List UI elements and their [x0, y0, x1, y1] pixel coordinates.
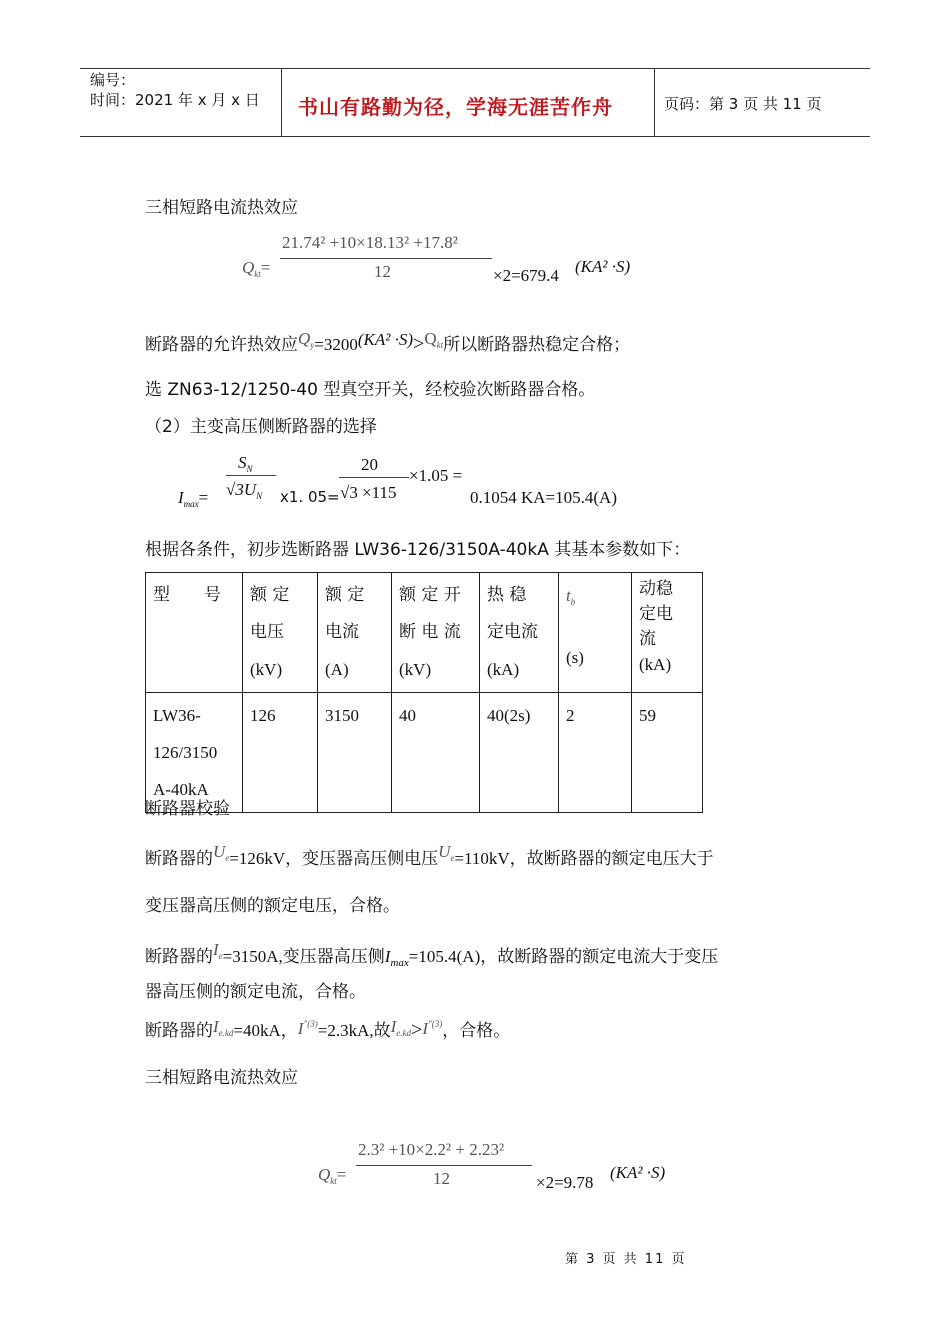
- header-motto: 书山有路勤为径，学海无涯苦作舟: [298, 95, 613, 119]
- header-cell-model: 型 号: [146, 573, 243, 693]
- eq2-num2: 20: [361, 455, 378, 474]
- eq3-result: ×2=9.78: [536, 1173, 594, 1192]
- eq3-numerator: 2.3² +10×2.2² + 2.23²: [358, 1140, 505, 1159]
- header-cell-rated-voltage: 额 定 电压 (kV): [243, 573, 318, 693]
- check-voltage-line-1: 断路器的$U_e=126kV$，变压器高压侧电压$U_e=110kV$，故断路器的额定电压大于: [145, 842, 714, 869]
- eq2-num1: $S_N$: [238, 453, 253, 474]
- eq1-lhs: $Q_{kt}=$: [242, 258, 271, 279]
- eq2-den2: √3 ×115: [340, 483, 397, 502]
- cell-rated-voltage: 126: [243, 693, 318, 813]
- allow-heat-line: 断路器的允许热效应$Q_y=3200(KA^2 \cdot S)>Q_{kt}$所以断路器热稳定合格；: [145, 329, 631, 355]
- eq3-denominator: 12: [433, 1169, 450, 1188]
- eq3-fraction-bar: [356, 1165, 532, 1166]
- check-title: 断路器校验: [145, 799, 230, 819]
- check-voltage-line-2: 变压器高压侧的额定电压，合格。: [145, 896, 400, 916]
- eq1-denominator: 12: [374, 262, 391, 281]
- header-cell-breaking-current: 额 定 开 断 电 流 (kV): [392, 573, 480, 693]
- eq1-numerator: 21.74² +10×18.13² +17.8²: [282, 233, 458, 252]
- cell-model: LW36- 126/3150 A-40kA: [146, 693, 243, 813]
- eq2-multiplier: x1. 05=: [280, 488, 340, 506]
- header-divider-left: [281, 68, 282, 136]
- breaker-parameter-table: [145, 572, 703, 813]
- eq1-result: ×2=679.4: [493, 266, 559, 285]
- cell-breaking-current: 40: [392, 693, 480, 813]
- eq1-unit: (KA² ·S): [575, 257, 631, 276]
- header-top-border: [80, 68, 870, 69]
- header-cell-dynamic-current: 动稳 定电 流 (kA): [632, 573, 703, 693]
- eq2-result: 0.1054 KA=105.4(A): [470, 488, 617, 507]
- eq2-lhs: $I_{max}=$: [178, 488, 209, 509]
- header-cell-tb: $t_b$ (s): [559, 573, 632, 693]
- eq1-fraction-bar: [280, 258, 492, 259]
- heading-heat-effect-1: 三相短路电流热效应: [145, 198, 298, 218]
- eq3-lhs: $Q_{kt}=$: [318, 1165, 347, 1186]
- eq2-fraction-bar-1: [226, 475, 276, 476]
- eq2-fraction-bar-2: [339, 477, 409, 478]
- cell-thermal-current: 40(2s): [480, 693, 559, 813]
- heading-heat-effect-2: 三相短路电流热效应: [145, 1068, 298, 1088]
- section-2-title: （2）主变高压侧断路器的选择: [145, 417, 377, 437]
- header-bottom-border: [80, 136, 870, 137]
- cell-rated-current: 3150: [318, 693, 392, 813]
- table-row: [146, 693, 703, 813]
- header-date: 时间：2021 年 x 月 x 日: [90, 91, 260, 109]
- check-current-line-2: 器高压侧的额定电流，合格。: [145, 982, 366, 1002]
- header-divider-right: [654, 68, 655, 136]
- footer-page-number: 第 3 页 共 11 页: [565, 1252, 687, 1267]
- header-cell-rated-current: 额 定 电流 (A): [318, 573, 392, 693]
- header-code-label: 编号：: [90, 71, 136, 89]
- cell-tb: 2: [559, 693, 632, 813]
- eq3-unit: (KA² ·S): [610, 1163, 666, 1182]
- table-header-row: [146, 573, 703, 693]
- vacuum-switch-line: 选 ZN63-12/1250-40 型真空开关，经校验次断路器合格。: [145, 380, 596, 400]
- check-breaking-line: 断路器的$I_{e.kd}=40kA$，$I^{"(3)}=2.3kA$,故$I_{e.kd}>I^{"(3)}$，合格。: [145, 1017, 511, 1041]
- eq2-tail: ×1.05 =: [409, 466, 463, 485]
- header-cell-thermal-current: 热 稳 定电流 (kA): [480, 573, 559, 693]
- eq2-den1: $√3U_N$: [226, 480, 263, 501]
- check-current-line-1: 断路器的$I_e=3150A$,变压器高压侧$I_{max}=105.4(A)$，故断路器的额定电流大于变压: [145, 940, 719, 969]
- table-intro: 根据各条件，初步选断路器 LW36-126/3150A-40kA 其基本参数如下：: [145, 540, 691, 560]
- header-page-info: 页码：第 3 页 共 11 页: [664, 95, 822, 113]
- cell-dynamic-current: 59: [632, 693, 703, 813]
